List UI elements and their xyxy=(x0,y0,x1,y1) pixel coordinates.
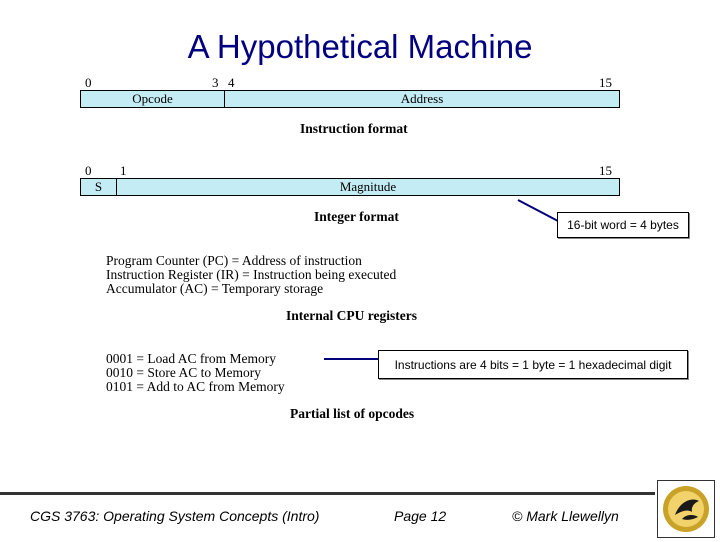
footer xyxy=(0,495,720,540)
bit-label: 15 xyxy=(599,75,612,90)
bit-label: 0 xyxy=(85,75,92,90)
register-line: Instruction Register (IR) = Instruction being executed xyxy=(106,267,397,282)
bit-label: 3 xyxy=(212,75,219,90)
word-size-callout: 16-bit word = 4 bytes xyxy=(557,212,689,238)
register-line: Accumulator (AC) = Temporary storage xyxy=(106,281,324,296)
integer-format-caption: Integer format xyxy=(314,209,399,224)
bit-label: 1 xyxy=(120,163,127,178)
opcode-field: Opcode xyxy=(81,91,225,107)
opcodes-caption: Partial list of opcodes xyxy=(290,406,415,421)
opcode-line: 0001 = Load AC from Memory xyxy=(106,351,276,366)
instruction-format-caption: Instruction format xyxy=(300,121,408,136)
sign-field: S xyxy=(81,179,117,195)
bit-label: 15 xyxy=(599,163,612,178)
slide-title: A Hypothetical Machine xyxy=(187,28,533,65)
bit-label: 4 xyxy=(228,75,235,90)
word-callout-line xyxy=(518,200,558,221)
ucf-pegasus-logo-icon xyxy=(657,480,715,538)
opcode-line: 0101 = Add to AC from Memory xyxy=(106,379,285,394)
magnitude-field: Magnitude xyxy=(339,179,397,194)
footer-course: CGS 3763: Operating System Concepts (Intro) xyxy=(30,508,320,524)
register-line: Program Counter (PC) = Address of instruction xyxy=(106,253,362,268)
footer-author: © Mark Llewellyn xyxy=(512,508,619,524)
bit-label: 0 xyxy=(85,163,92,178)
instruction-size-callout: Instructions are 4 bits = 1 byte = 1 hexadecimal digit xyxy=(378,350,688,379)
address-field: Address xyxy=(400,91,444,106)
opcode-line: 0010 = Store AC to Memory xyxy=(106,365,261,380)
registers-caption: Internal CPU registers xyxy=(286,308,417,323)
footer-page: Page 12 xyxy=(394,508,447,524)
